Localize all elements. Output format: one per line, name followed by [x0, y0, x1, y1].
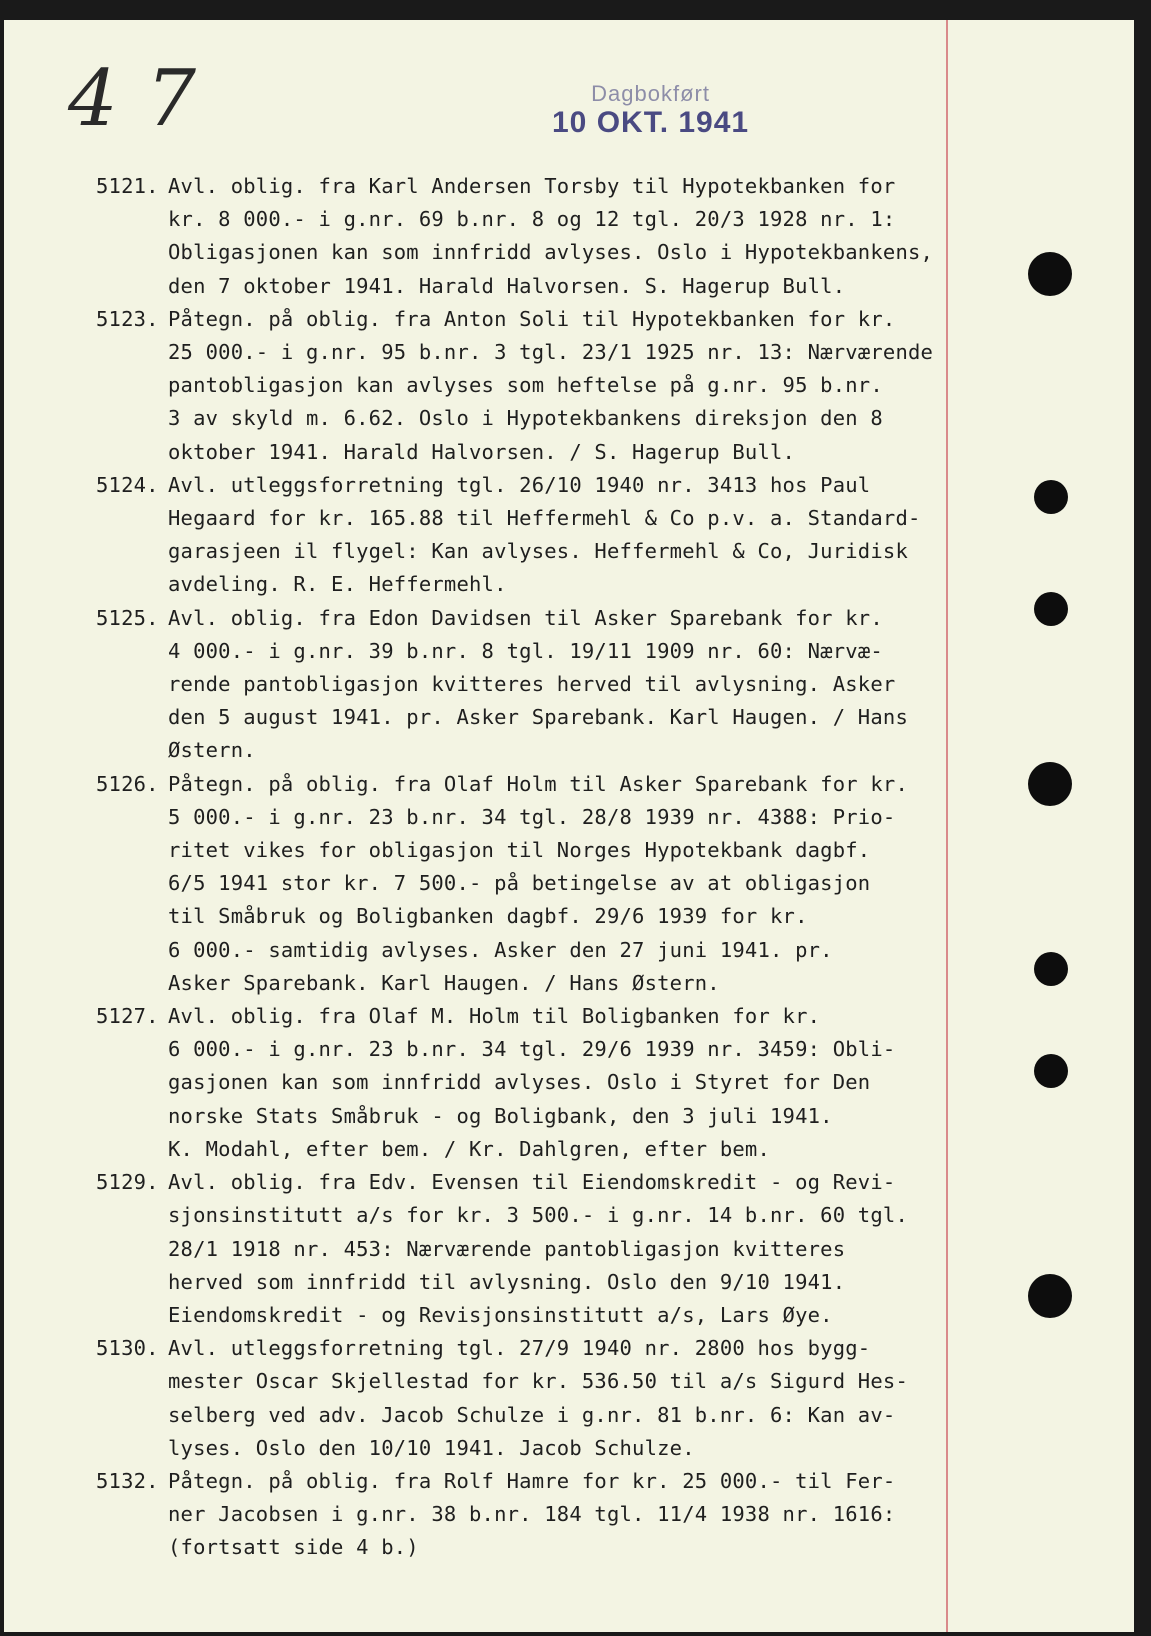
entry-text-line: 6 000.- samtidig avlyses. Asker den 27 juni 1941. pr.: [168, 937, 833, 962]
ledger-entry: [96, 469, 956, 602]
entry-text-line: Avl. utleggsforretning tgl. 27/9 1940 nr. 2800 hos bygg-: [168, 1336, 871, 1361]
entry-text-line: avdeling. R. E. Heffermehl.: [168, 572, 507, 597]
entry-text-line: til Småbruk og Boligbanken dagbf. 29/6 1939 for kr.: [168, 904, 808, 929]
punch-hole-7: [1028, 1274, 1072, 1318]
entry-text-line: Eiendomskredit - og Revisjonsinstitutt a/s, Lars Øye.: [168, 1302, 833, 1327]
entry-text-line: garasjeen il flygel: Kan avlyses. Heffermehl & Co, Juridisk: [168, 539, 908, 564]
entry-text-line: oktober 1941. Harald Halvorsen. / S. Hagerup Bull.: [168, 439, 796, 464]
entry-text-line: pantobligasjon kan avlyses som heftelse på g.nr. 95 b.nr.: [168, 373, 883, 398]
entry-number: 5124.: [96, 472, 159, 497]
stamp-label: Dagbokført: [591, 81, 710, 106]
ledger-entry: [96, 768, 956, 1000]
ledger-entry: [96, 170, 956, 303]
entry-text-line: 6 000.- i g.nr. 23 b.nr. 34 tgl. 29/6 1939 nr. 3459: Obli-: [168, 1037, 896, 1062]
entry-text-line: den 5 august 1941. pr. Asker Sparebank. Karl Haugen. / Hans: [168, 705, 908, 730]
entry-text-line: ner Jacobsen i g.nr. 38 b.nr. 184 tgl. 11/4 1938 nr. 1616:: [168, 1502, 896, 1527]
entry-text-line: K. Modahl, efter bem. / Kr. Dahlgren, efter bem.: [168, 1136, 771, 1161]
entry-number: 5129.: [96, 1170, 159, 1195]
entry-text-line: Asker Sparebank. Karl Haugen. / Hans Østern.: [168, 970, 720, 995]
punch-hole-1: [1028, 252, 1072, 296]
registration-stamp: [552, 82, 749, 139]
entry-number: 5125.: [96, 605, 159, 630]
entry-number: 5121.: [96, 174, 159, 198]
handwritten-page-number: 4 7: [68, 54, 199, 144]
entry-text-line: ritet vikes for obligasjon til Norges Hypotekbank dagbf.: [168, 838, 871, 863]
entry-text-line: mester Oscar Skjellestad for kr. 536.50 til a/s Sigurd Hes-: [168, 1369, 908, 1394]
entry-text-line: sjonsinstitutt a/s for kr. 3 500.- i g.nr. 14 b.nr. 60 tgl.: [168, 1203, 908, 1228]
entry-text-line: Østern.: [168, 738, 256, 763]
entry-text-line: Obligasjonen kan som innfridd avlyses. Oslo i Hypotekbankens,: [168, 240, 934, 265]
entry-text-line: 25 000.- i g.nr. 95 b.nr. 3 tgl. 23/1 1925 nr. 13: Nærværende: [168, 340, 934, 365]
entry-text-line: Avl. oblig. fra Olaf M. Holm til Boligbanken for kr.: [168, 1004, 821, 1029]
entry-text-line: gasjonen kan som innfridd avlyses. Oslo i Styret for Den: [168, 1070, 871, 1095]
entry-list: [96, 170, 956, 1565]
entry-text-line: 6/5 1941 stor kr. 7 500.- på betingelse av at obligasjon: [168, 871, 871, 896]
punch-hole-5: [1034, 952, 1068, 986]
punch-hole-3: [1034, 592, 1068, 626]
entry-text-line: Påtegn. på oblig. fra Rolf Hamre for kr. 25 000.- til Fer-: [168, 1468, 896, 1493]
entry-text-line: 5 000.- i g.nr. 23 b.nr. 34 tgl. 28/8 1939 nr. 4388: Prio-: [168, 804, 896, 829]
entry-text-line: 28/1 1918 nr. 453: Nærværende pantobligasjon kvitteres: [168, 1236, 846, 1261]
punch-hole-2: [1034, 480, 1068, 514]
entry-number: 5130.: [96, 1336, 159, 1361]
ledger-entry: [96, 1000, 956, 1166]
entry-text-line: 4 000.- i g.nr. 39 b.nr. 8 tgl. 19/11 1909 nr. 60: Nærvæ-: [168, 638, 883, 663]
entry-text-line: Påtegn. på oblig. fra Olaf Holm til Asker Sparebank for kr.: [168, 771, 908, 796]
entry-text-line: 3 av skyld m. 6.62. Oslo i Hypotekbankens direksjon den 8: [168, 406, 883, 431]
entry-text-line: kr. 8 000.- i g.nr. 69 b.nr. 8 og 12 tgl. 20/3 1928 nr. 1:: [168, 207, 896, 232]
entry-text-line: (fortsatt side 4 b.): [168, 1535, 419, 1560]
ledger-entry: [96, 1166, 956, 1332]
ledger-entry: [96, 1465, 956, 1565]
ledger-entry: [96, 602, 956, 768]
ledger-entry: [96, 1332, 956, 1465]
entry-text-line: Avl. oblig. fra Karl Andersen Torsby til Hypotekbanken for: [168, 174, 896, 198]
entry-text-line: selberg ved adv. Jacob Schulze i g.nr. 81 b.nr. 6: Kan av-: [168, 1402, 896, 1427]
entry-text-line: Hegaard for kr. 165.88 til Heffermehl & Co p.v. a. Standard-: [168, 506, 921, 531]
entry-text-line: Avl. oblig. fra Edv. Evensen til Eiendomskredit - og Revi-: [168, 1170, 896, 1195]
punch-hole-6: [1034, 1054, 1068, 1088]
entry-text-line: rende pantobligasjon kvitteres herved til avlysning. Asker: [168, 672, 896, 697]
entry-text-line: lyses. Oslo den 10/10 1941. Jacob Schulze.: [168, 1435, 695, 1460]
ledger-entry: [96, 303, 956, 469]
entry-text-line: Avl. oblig. fra Edon Davidsen til Asker Sparebank for kr.: [168, 605, 883, 630]
entry-text-line: Påtegn. på oblig. fra Anton Soli til Hypotekbanken for kr.: [168, 306, 896, 331]
stamp-date: 10 OKT. 1941: [552, 106, 750, 140]
entry-number: 5127.: [96, 1004, 159, 1029]
entry-number: 5132.: [96, 1468, 159, 1493]
entry-number: 5126.: [96, 771, 159, 796]
punch-hole-4: [1028, 762, 1072, 806]
entry-number: 5123.: [96, 306, 159, 331]
entry-text-line: Avl. utleggsforretning tgl. 26/10 1940 nr. 3413 hos Paul: [168, 472, 871, 497]
entry-text-line: herved som innfridd til avlysning. Oslo den 9/10 1941.: [168, 1269, 846, 1294]
ledger-page: [4, 20, 1134, 1632]
entry-text-line: norske Stats Småbruk - og Boligbank, den 3 juli 1941.: [168, 1103, 833, 1128]
entry-text-line: den 7 oktober 1941. Harald Halvorsen. S. Hagerup Bull.: [168, 273, 846, 298]
